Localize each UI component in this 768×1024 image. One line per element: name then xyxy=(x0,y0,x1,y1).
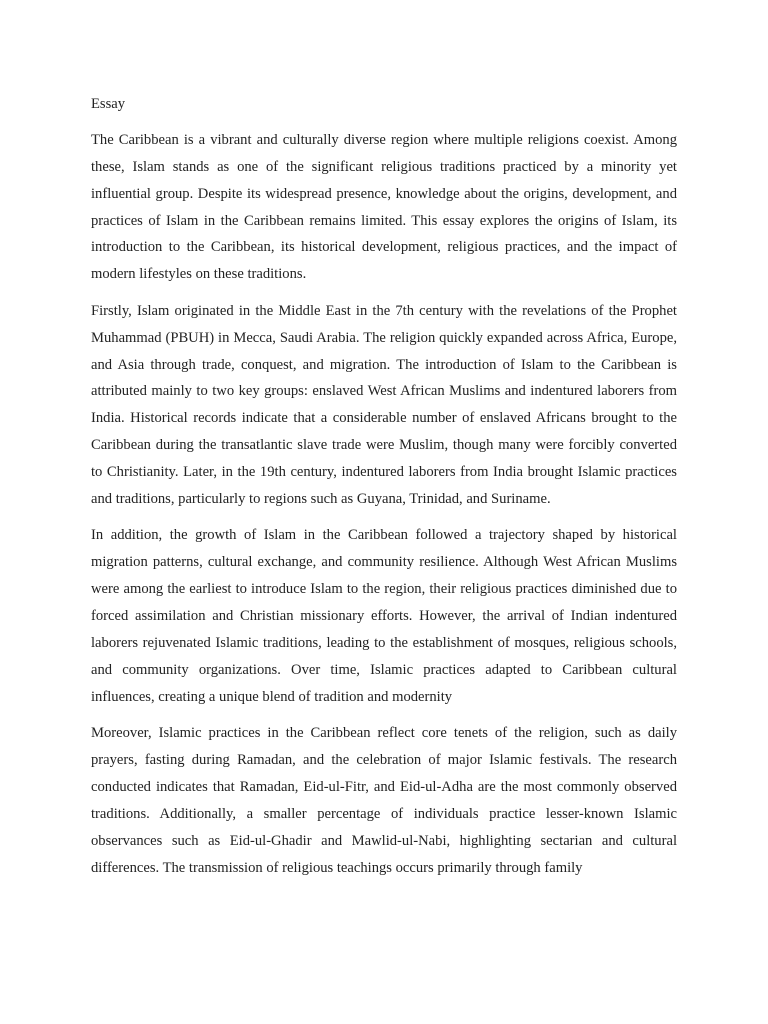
paragraph-origins: Firstly, Islam originated in the Middle East in the 7th century with the revelations of the Prophet Muhammad (PBUH) in Mecca, Saudi Arabia. The religion quickly expanded across Africa, Europe, and Asia through trade, conquest, and migration. The introduction of Islam to the Caribbean is attributed mainly to two key groups: enslaved West African Muslims and indentured laborers from India. Historical records indicate that a considerable number of enslaved Africans brought to the Caribbean during the transatlantic slave trade were Muslim, though many were forcibly converted to Christianity. Later, in the 19th century, indentured laborers from India brought Islamic practices and traditions, particularly to regions such as Guyana, Trinidad, and Suriname. xyxy=(91,302,677,508)
paragraph-practices: Moreover, Islamic practices in the Caribbean reflect core tenets of the religion, such as daily prayers, fasting during Ramadan, and the celebration of major Islamic festivals. The research conducted indicates that Ramadan, Eid-ul-Fitr, and Eid-ul-Adha are the most commonly observed traditions. Additionally, a smaller percentage of individuals practice lesser-known Islamic observances such as Eid-ul-Ghadir and Mawlid-ul-Nabi, highlighting sectarian and cultural differences. The transmission of religious teachings occurs primarily through family xyxy=(91,725,677,876)
paragraph-introduction: The Caribbean is a vibrant and culturally diverse region where multiple religions coexist. Among these, Islam stands as one of the significant religious traditions practiced by a minority yet influential group. Despite its widespread presence, knowledge about the origins, development, and practices of Islam in the Caribbean remains limited. This essay explores the origins of Islam, its introduction to the Caribbean, its historical development, religious practices, and the impact of modern lifestyles on these traditions. xyxy=(91,131,677,283)
paragraph-growth: In addition, the growth of Islam in the Caribbean followed a trajectory shaped by historical migration patterns, cultural exchange, and community resilience. Although West African Muslims were among the earliest to introduce Islam to the region, their religious practices diminished due to forced assimilation and Christian missionary efforts. However, the arrival of Indian indentured laborers rejuvenated Islamic traditions, leading to the establishment of mosques, religious schools, and community organizations. Over time, Islamic practices adapted to Caribbean cultural influences, creating a unique blend of tradition and modernity xyxy=(91,527,677,705)
document-title: Essay xyxy=(91,96,126,112)
